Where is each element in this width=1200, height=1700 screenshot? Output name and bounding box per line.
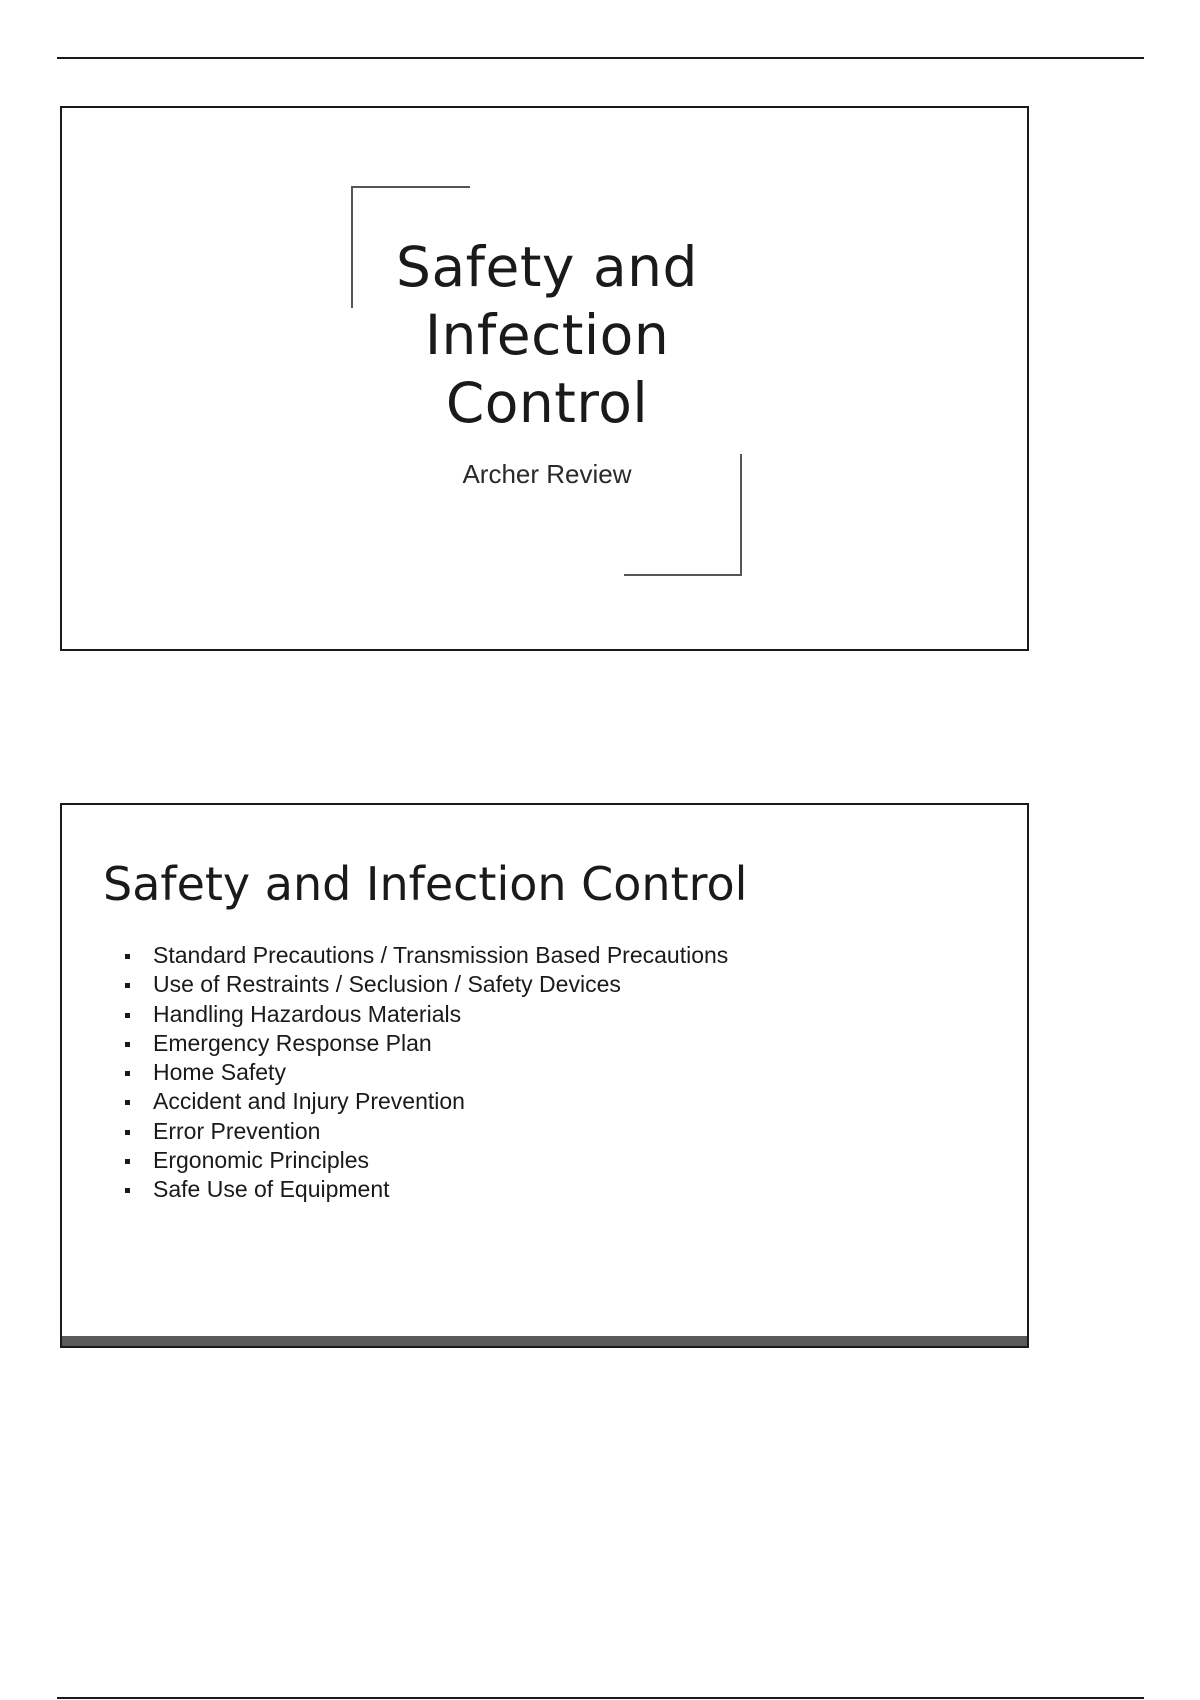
list-item: Standard Precautions / Transmission Based Precautions [118,941,728,970]
list-item: Error Prevention [118,1117,728,1146]
title-block [352,233,742,490]
bullet-list [118,941,728,1205]
list-item: Safe Use of Equipment [118,1175,728,1204]
page-bottom-rule [57,1697,1144,1699]
list-item: Handling Hazardous Materials [118,1000,728,1029]
page-top-rule [57,57,1144,59]
slide-heading: Safety and Infection Control [103,857,748,911]
list-item: Ergonomic Principles [118,1146,728,1175]
title-line: Control [445,371,649,435]
title-line: Safety and [396,235,698,299]
slide-bottom-bar [62,1336,1027,1346]
list-item: Home Safety [118,1058,728,1087]
list-item: Accident and Injury Prevention [118,1087,728,1116]
title-slide [60,106,1029,651]
title-line: Infection [424,303,670,367]
content-slide [60,803,1029,1348]
list-item: Emergency Response Plan [118,1029,728,1058]
slide-subtitle: Archer Review [462,459,632,489]
slide-title [352,233,742,437]
list-item: Use of Restraints / Seclusion / Safety Devices [118,970,728,999]
